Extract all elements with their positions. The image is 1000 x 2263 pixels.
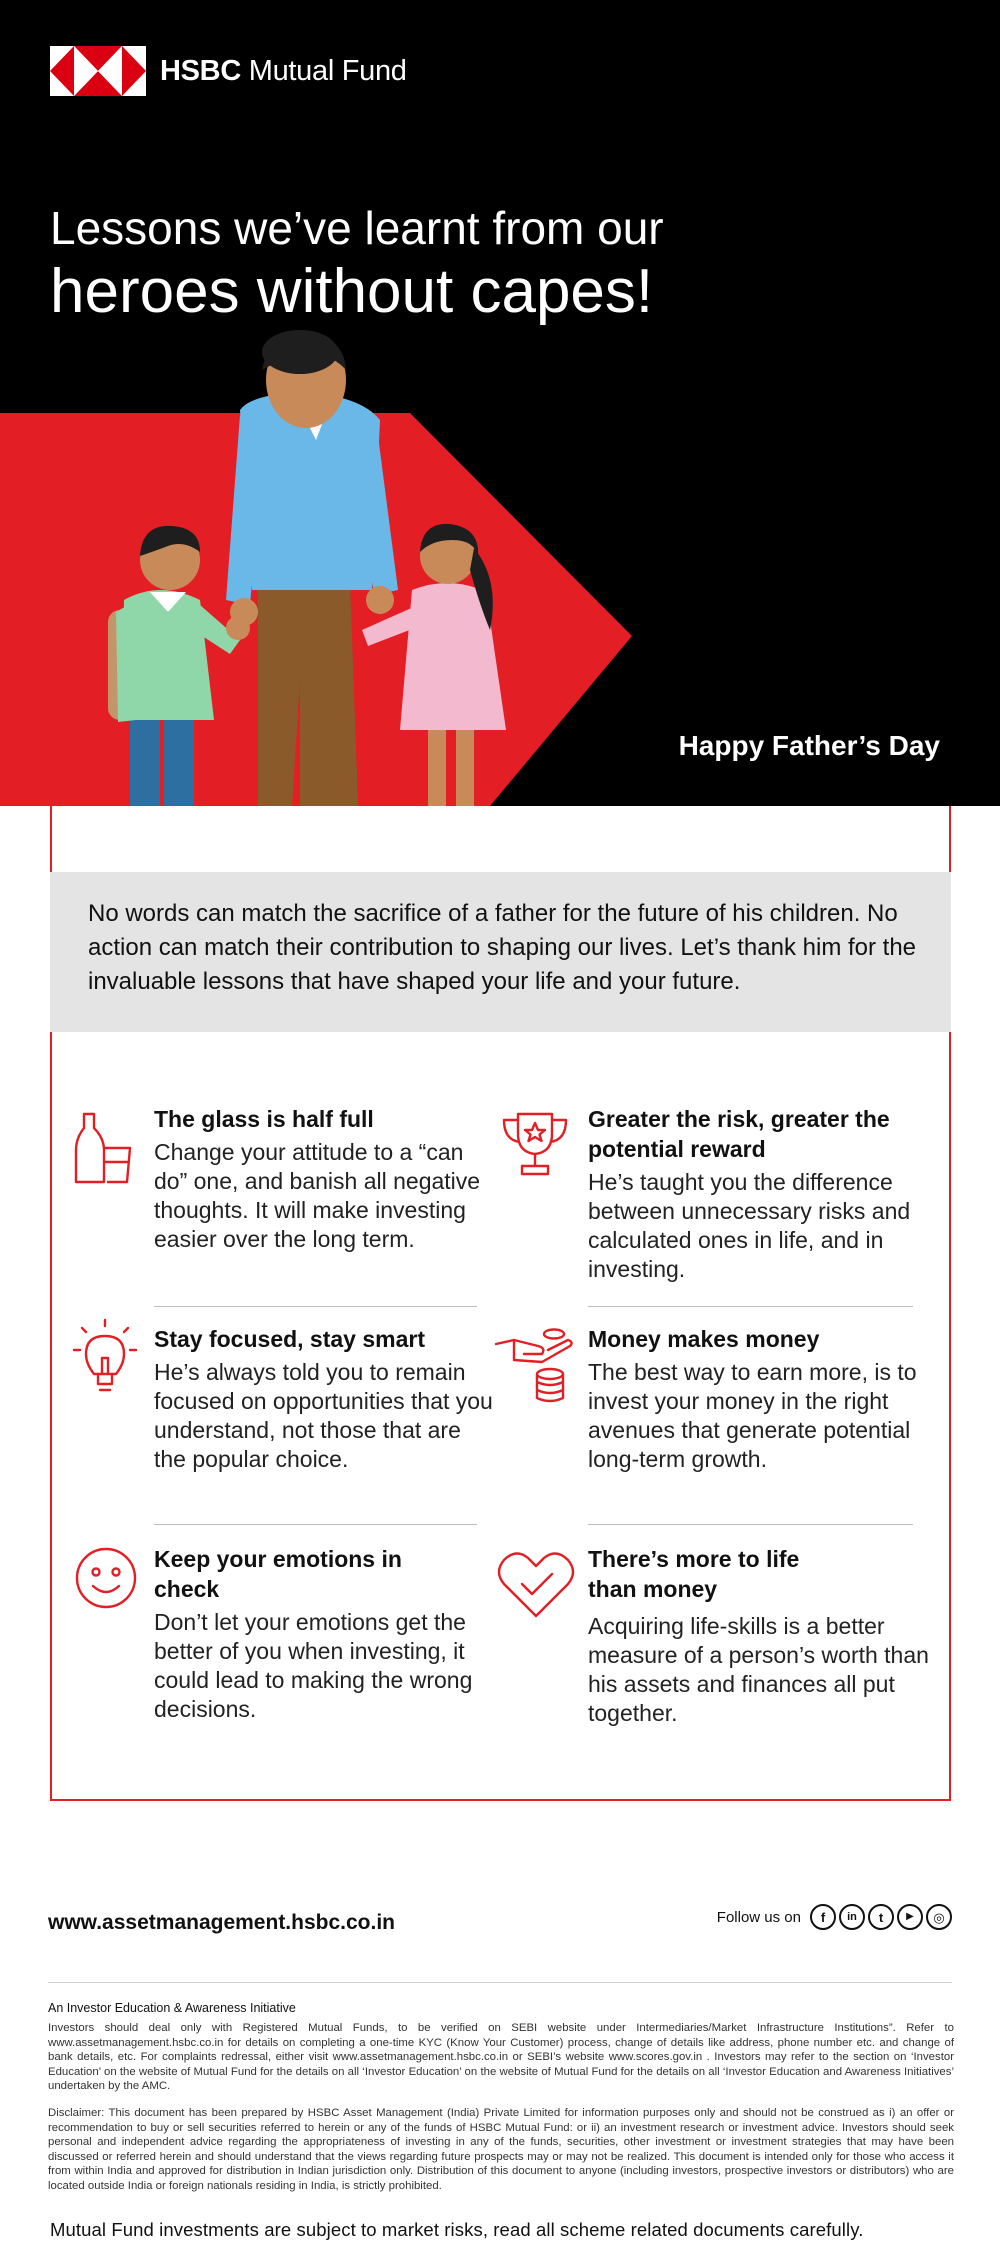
headline-line-1: Lessons we’ve learnt from our	[50, 202, 664, 254]
footer-divider	[48, 1982, 952, 1983]
hsbc-logo[interactable]	[50, 46, 407, 96]
lesson-title: Money makes money	[588, 1326, 820, 1352]
legal-disclaimer: Disclaimer: This document has been prepared by HSBC Asset Management (India) Private Limited for information purposes only and should not be construed as i) an offer or recommendation to buy or sell securities referred to herein or any of the funds of HSBC Mutual Fund: or ii) an investment research or investment advice. Investors should seek personal and independent advice regarding the appropriateness of investing in any of the funds, securities, other investment or investment strategies that may have been discussed or referred herein and should understand that the views regarding future prospects may or may not be realized. This document is intended only for those who access it from within India and approved for distribution in Indian jurisdiction only. Distribution of this document to anyone (including investors, prospective investors or distributors) who are located outside India or foreign nationals residing in India, is strictly prohibited.	[48, 2107, 954, 2192]
lesson-body: The best way to earn more, is to invest your money in the right avenues that generate potential long-term growth.	[588, 1359, 917, 1472]
youtube-icon[interactable]: ▶	[897, 1904, 923, 1930]
lesson-body: He’s taught you the difference between unnecessary risks and calculated ones in life, and in investing.	[588, 1169, 911, 1282]
glass-and-bottle-icon	[74, 1110, 134, 1186]
instagram-icon[interactable]: ◎	[926, 1904, 952, 1930]
lesson-body: Change your attitude to a “can do” one, and banish all negative thoughts. It will make investing easier over the long term.	[154, 1139, 481, 1252]
lesson-title: Greater the risk, greater the potential reward	[588, 1106, 890, 1162]
lesson-title: The glass is half full	[154, 1106, 374, 1132]
divider	[154, 1524, 477, 1525]
twitter-icon[interactable]: t	[868, 1904, 894, 1930]
lesson-body: Acquiring life-skills is a better measure of a person’s worth than his assets and finances all put together.	[588, 1613, 929, 1726]
lesson-title: There’s more to life than money	[588, 1546, 800, 1602]
lesson-title: Stay focused, stay smart	[154, 1326, 426, 1352]
trophy-icon	[500, 1110, 570, 1178]
lesson-card-stay-focused	[154, 1324, 499, 1474]
intro-text: No words can match the sacrifice of a father for the future of his children. No action can match their contribution to shaping our lives. Let’s thank him for the invaluable lessons that have shaped your life and your future.	[88, 900, 917, 995]
intro-panel	[50, 872, 951, 1032]
smiley-face-icon	[74, 1546, 138, 1610]
market-risk-statement: Mutual Fund investments are subject to market risks, read all scheme related documents carefully.	[50, 2219, 864, 2240]
lesson-card-glass-half-full	[154, 1104, 499, 1254]
linkedin-icon[interactable]: in	[839, 1904, 865, 1930]
lesson-body: Don’t let your emotions get the better of you when investing, it could lead to making the wrong decisions.	[154, 1609, 473, 1722]
brand-name: HSBC Mutual Fund	[160, 54, 407, 87]
investor-disclaimer: Investors should deal only with Registered Mutual Funds, to be verified on SEBI website under Intermediaries/Market Infrastructure Institutions”. Refer to www.assetmanagement.hsbc.co.in for details on completing a one-time KYC (Know Your Customer) process, change of details like address, phone number etc. and change of bank details, etc. For complaints redressal, either visit www.assetmanagement.hsbc.co.in or SEBI’s website www.scores.gov.in . Investors may refer to the section on ‘Investor Education’ on the website of Mutual Fund for the details on all ‘Investor Education’ on the website of Mutual Fund for the details on all ‘Investor Education and Awareness Initiatives’ undertaken by the AMC.	[48, 2022, 954, 2093]
lesson-card-emotions-in-check	[154, 1544, 499, 1724]
lesson-body: He’s always told you to remain focused on opportunities that you understand, not those that are the popular choice.	[154, 1359, 493, 1472]
initiative-heading: An Investor Education & Awareness Initiative	[48, 2001, 296, 2015]
page-title	[50, 200, 664, 328]
website-link[interactable]: www.assetmanagement.hsbc.co.in	[48, 1911, 395, 1934]
fathers-day-greeting: Happy Father’s Day	[678, 730, 940, 761]
divider	[154, 1306, 477, 1307]
divider	[588, 1524, 913, 1525]
lesson-card-more-to-life	[588, 1544, 933, 1728]
lesson-title: Keep your emotions in check	[154, 1546, 402, 1602]
social-follow	[717, 1904, 952, 1930]
follow-label: Follow us on	[716, 1908, 801, 1926]
lightbulb-icon	[72, 1318, 138, 1398]
hsbc-hexagon-icon	[50, 46, 146, 96]
facebook-icon[interactable]: f	[810, 1904, 836, 1930]
hand-with-coins-icon	[494, 1326, 578, 1410]
divider	[588, 1306, 913, 1307]
father-and-children-illustration	[0, 0, 1000, 806]
headline-line-2: heroes without capes!	[50, 257, 654, 326]
lesson-card-greater-risk	[588, 1104, 933, 1284]
heart-check-icon	[496, 1548, 576, 1620]
lesson-card-money-makes-money	[588, 1324, 933, 1474]
hero-banner	[0, 0, 1000, 806]
